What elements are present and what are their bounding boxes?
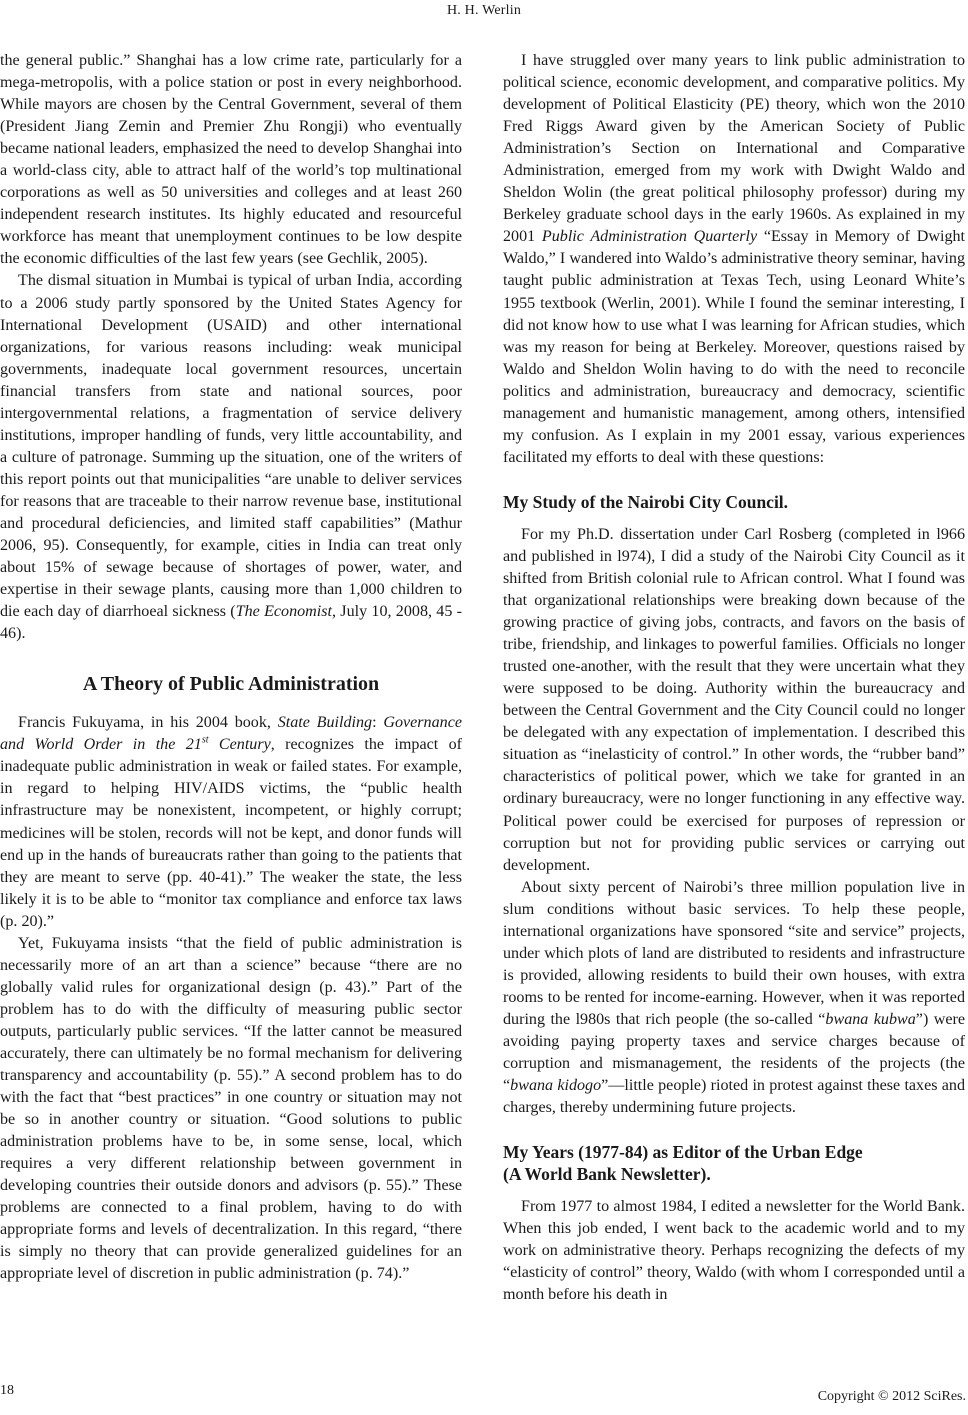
paragraph: I have struggled over many years to link public administration to political science, economic development, and comparative politics. My development of Political Elasticity (PE) theory, which won the 2010 Fred Riggs Award given by the American Society of Public Administration’s Section on International and Comparative Administration, emerged from my work with Dwight Waldo and Sheldon Wolin (the great political philosophy professor) during my Berkeley graduate school days in the early 1960s. As explained in my 2001 Public Administration Quarterly “Essay in Memory of Dwight Waldo,” I wandered into Waldo’s administrative theory seminar, having taught public administration at Texas Tech, using Leonard White’s 1955 textbook (Werlin, 2001). While I found the seminar interesting, I did not know how to use what I was learning for African studies, which was my reason for being at Berkeley. Moreover, questions raised by Waldo and Sheldon Wolin having to do with the need to reconcile politics and administration, bureaucracy and democracy, scientific management and humanistic management, among others, intensified my confusion. As I explain in my 2001 essay, various experiences facilitated my efforts to deal with these questions: [503,52,966,466]
paragraph: About sixty percent of Nairobi’s three million population live in slum conditions without basic services. To help these people, international organizations have sponsored “site and service” projects, under which plots of land are distributed to residents and infrastructure is provided, allowing residents to build their own houses, with extra rooms to be rented for income-earning. However, when it was reported during the l980s that rich people (the so-called “bwana kubwa”) were avoiding paying property taxes and service charges because of corruption and mismanagement, the residents of the projects (the “bwana kidogo”—little people) rioted in protest against these taxes and charges, thereby undermining future projects. [503,878,966,1117]
subsection-heading: My Years (1977-84) as Editor of the Urban Edge (A World Bank Newsletter). [503,1142,863,1185]
paragraph: Yet, Fukuyama insists “that the field of public administration is necessarily more of an art than a science” because “there are no globally valid rules for organizational design (p. 43).” Part of the problem has to do with the difficulty of measuring public sector outputs, particularly public services. “If the latter cannot be measured accurately, there can ultimately be no formal mechanism for delivering transparency and accountability (p. 55).” A second problem has to do with the fact that “best practices” in one country or situation may not be so in another country or situation. “Good solutions to public administration problems have to be, in some sense, local, which requires a very different relationship between government in developing countries their outside donors and advisors (p. 55).” These problems are connected to a final problem, having to do with appropriate forms and levels of decentralization. In this regard, “there is simply no theory that can provide generalized guidelines for an appropriate level of discretion in public administration (p. 74).” [0,934,462,1283]
subsection-heading: My Study of the Nairobi City Council. [503,491,789,512]
paragraph: The dismal situation in Mumbai is typical of urban India, according to a 2006 study partly sponsored by the United States Agency for International Development (USAID) and other international organizations, for various reasons including: weak municipal governments, inadequate local government resources, uncertain financial transfers from state and national sources, poor intergovernmental relations, a fragmentation of service delivery institutions, improper handling of funds, very little accountability, and a culture of patronage. Summing up the situation, one of the writers of this report points out that municipalities “are unable to deliver services for reasons that are traceable to their narrow revenue base, institutional and procedural deficiencies, and limited staff capabilities” (Mathur 2006, 95). Consequently, for example, cities in India can treat only about 15% of sewage because of shortages of power, water, and expertise in their sewage plants, causing more than 1,000 children to die each day of diarrhoeal sickness (The Economist, July 10, 2008, 45 - 46). [0,272,463,643]
copyright-notice: Copyright © 2012 SciRes. [817,1389,966,1404]
page-number: 18 [0,1383,14,1398]
section-title: A Theory of Public Administration [82,673,380,696]
paragraph: For my Ph.D. dissertation under Carl Rosberg (completed in l966 and published in l974), I did a study of the Nairobi City Council as it shifted from British colonial rule to African control. What I found was that organizational relationships were breaking down because of the growing practice of giving jobs, contracts, and favors on the basis of tribe, friendship, and linkages to powerful families. Officials no longer trusted one-another, with the result that they were uncertain what they were supposed to be doing. Authority within the bureaucracy and between the Central Government and the City Council could no longer be delegated with any expectation of implementation. I described this situation as “inelasticity of control.” In other words, the “rubber band” characteristics of political power, which we take for granted in an ordinary bureaucracy, were no longer functioning in any effective way. Political power could be exercised for purposes of repression or corruption but not for providing public services or carrying out development. [503,525,965,874]
left-column [0,50,462,1285]
paragraph: the general public.” Shanghai has a low crime rate, particularly for a mega-metropolis, with a police station or post in every neighborhood. While mayors are chosen by the Central Government, several of them (President Jiang Zemin and Premier Zhu Rongji) who eventually became national leaders, emphasized the need to develop Shanghai into a world-class city, able to attract half of the world’s top multinational corporations as well as 50 universities and colleges and at least 260 independent research institutes. Its highly educated and resourceful workforce has meant that unemployment continues to be low despite the economic difficulties of the last few years (see Gechlik, 2005). [0,52,462,268]
paragraph: Francis Fukuyama, in his 2004 book, State Building: Governance and World Order in the 21st Century, recognizes the impact of inadequate public administration in weak or failed states. For example, in regard to helping HIV/AIDS victims, the “public health infrastructure may be nonexistent, incompetent, or highly corrupt; medicines will be stolen, records will not be kept, and donor funds will end up in the hands of bureaucrats rather than going to the patients that they are meant to serve (pp. 40-41).” The weaker the state, the less likely it is to be able to “monitor tax compliance and enforce tax laws (p. 20).” [0,714,463,930]
paragraph: From 1977 to almost 1984, I edited a newsletter for the World Bank. When this job ended, I went back to the academic world and to my work on administrative theory. Perhaps recognizing the defects of my “elasticity of control” theory, Waldo (with whom I corresponded until a month before his death in [503,1198,965,1304]
running-head: H. H. Werlin [446,3,522,18]
right-column [503,50,965,1306]
